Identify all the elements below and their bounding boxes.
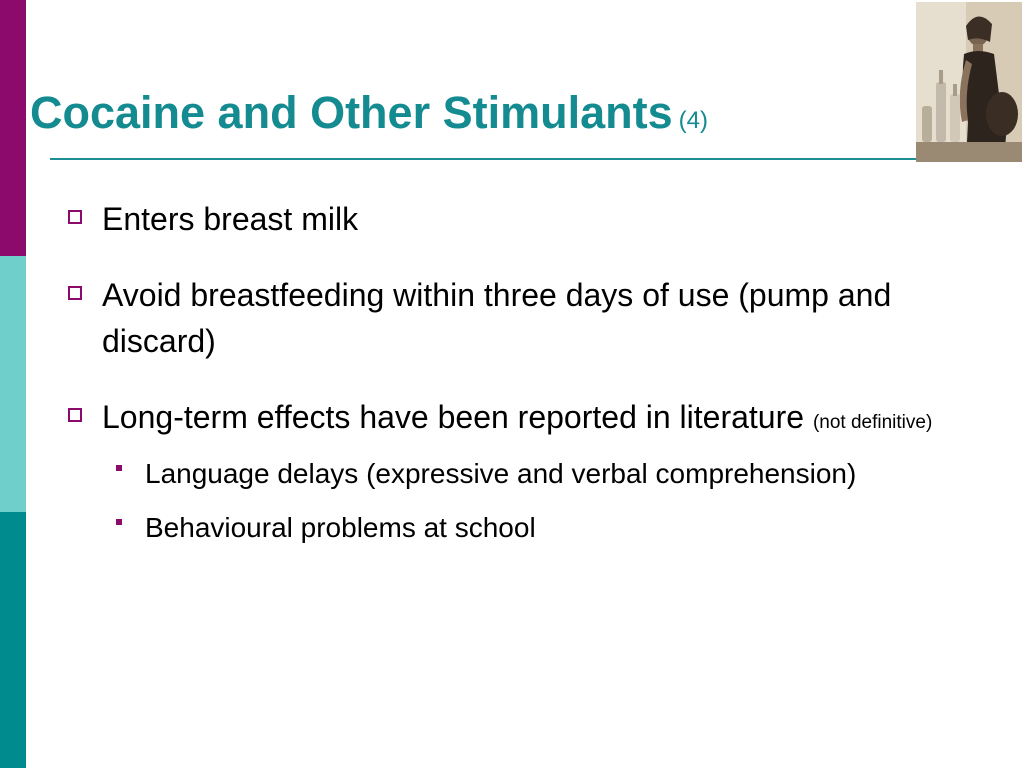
bullet-text: Long-term effects have been reported in literature <box>102 399 805 435</box>
bullet-item <box>60 394 960 446</box>
sub-bullet-list <box>60 454 960 548</box>
slide-body <box>60 196 960 562</box>
bullet-item <box>60 196 960 242</box>
sub-bullet-text: Behavioural problems at school <box>145 512 536 543</box>
sub-bullet-item <box>60 508 960 548</box>
bullet-note: (not definitive) <box>812 412 933 433</box>
square-bullet-icon <box>68 286 82 300</box>
bullet-text: Enters breast milk <box>102 201 359 237</box>
slide-title <box>30 88 708 138</box>
pregnant-woman-photo <box>916 2 1022 162</box>
bullet-text-wrapper <box>102 394 960 446</box>
bullet-text: Avoid breastfeeding within three days of use (pump and discard) <box>102 277 892 359</box>
slide-title-text: Cocaine and Other Stimulants <box>30 87 673 138</box>
square-bullet-icon <box>68 408 82 422</box>
square-bullet-icon <box>68 210 82 224</box>
accent-bar-middle <box>0 256 26 512</box>
sub-bullet-text: Language delays (expressive and verbal comprehension) <box>145 458 857 489</box>
sub-bullet-item <box>60 454 960 494</box>
accent-bar-top <box>0 0 26 256</box>
accent-bar-bottom <box>0 512 26 768</box>
small-square-bullet-icon <box>116 519 122 525</box>
photo-illustration <box>916 2 1022 162</box>
slide-title-suffix: (4) <box>678 107 708 134</box>
bullet-item <box>60 272 960 364</box>
small-square-bullet-icon <box>116 465 122 471</box>
title-underline <box>50 158 916 160</box>
